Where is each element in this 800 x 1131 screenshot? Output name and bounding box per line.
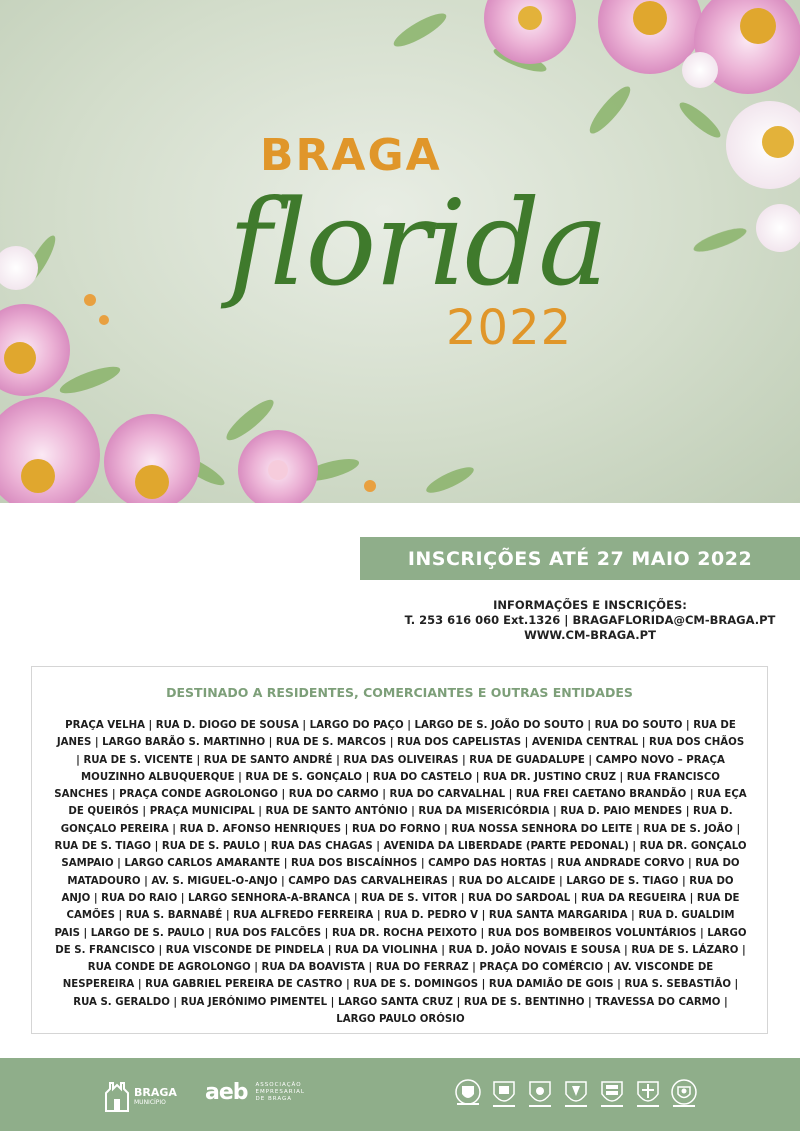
streets-box: [31, 666, 768, 1034]
streets-heading: DESTINADO A RESIDENTES, COMERCIANTES E OUTRAS ENTIDADES: [166, 685, 633, 700]
title-braga: BRAGA: [260, 130, 442, 181]
contact-website: WWW.CM-BRAGA.PT: [524, 628, 656, 642]
parish-crests: [454, 1076, 698, 1110]
crest-icon: [526, 1076, 554, 1110]
crest-icon: [598, 1076, 626, 1110]
crest-icon: [670, 1076, 698, 1110]
streets-list: PRAÇA VELHA | RUA D. DIOGO DE SOUSA | LARGO DO PAÇO | LARGO DE S. JOÃO DO SOUTO | RUA DO SOUTO | RUA DE JANES | LARGO BARÃO S. MARTINHO | RUA DE S. MARCOS | RUA DOS CAPELISTAS | AVENIDA CENTRAL | RUA DOS CHÃOS | RUA DE S. VICENTE | RUA DE SANTO ANDRÉ | RUA DAS OLIVEIRAS | RUA DE GUADALUPE | CAMPO NOVO – PRAÇA MOUZINHO ALBUQUERQUE | RUA DE S. GONÇALO | RUA DO CASTELO | RUA DR. JUSTINO CRUZ | RUA FRANCISCO SANCHES | PRAÇA CONDE AGROLONGO | RUA DO CARMO | RUA DO CARVALHAL | RUA FREI CAETANO BRANDÃO | RUA EÇA DE QUEIRÓS | PRAÇA MUNICIPAL | RUA DE SANTO ANTÓNIO | RUA DA MISERICÓRDIA | RUA D. PAIO MENDES | RUA D. GONÇALO PEREIRA | RUA D. AFONSO HENRIQUES | RUA DO FORNO | RUA NOSSA SENHORA DO LEITE | RUA DE S. JOÃO | RUA DE S. TIAGO | RUA DE S. PAULO | RUA DAS CHAGAS | AVENIDA DA LIBERDADE (PARTE PEDONAL) | RUA DR. GONÇALO SAMPAIO | LARGO CARLOS AMARANTE | RUA DOS BISCAÍNHOS | CAMPO DAS HORTAS | RUA ANDRADE CORVO | RUA DO MATADOURO | AV. S. MIGUEL-O-ANJO | CAMPO DAS CARVALHEIRAS | RUA DO ALCAIDE | LARGO DE S. TIAGO | RUA DO ANJO | RUA DO RAIO | LARGO SENHORA-A-BRANCA | RUA DE S. VITOR | RUA DO SARDOAL | RUA DA REGUEIRA | RUA DE CAMÕES | RUA S. BARNABÉ | RUA ALFREDO FERREIRA | RUA D. PEDRO V | RUA SANTA MARGARIDA | RUA D. GUALDIM PAIS | LARGO DE S. PAULO | RUA DOS FALCÕES | RUA DR. ROCHA PEIXOTO | RUA DOS BOMBEIROS VOLUNTÁRIOS | LARGO DE S. FRANCISCO | RUA VISCONDE DE PINDELA | RUA DA VIOLINHA | RUA D. JOÃO NOVAIS E SOUSA | RUA DE S. LÁZARO | RUA CONDE DE AGROLONGO | RUA DA BOAVISTA | RUA DO FERRAZ | PRAÇA DO COMÉRCIO | AV. VISCONDE DE NESPEREIRA | RUA GABRIEL PEREIRA DE CASTRO | RUA DE S. DOMINGOS | RUA DAMIÃO DE GOIS | RUA S. SEBASTIÃO | RUA S. GERALDO | RUA JERÓNIMO PIMENTEL | LARGO SANTA CRUZ | RUA DE S. BENTINHO | TRAVESSA DO CARMO | LARGO PAULO ORÓSIO: [54, 720, 747, 1026]
braga-municipality-logo: [104, 1076, 177, 1116]
braga-logo-subtext: MUNICÍPIO: [134, 1099, 166, 1106]
footer: [0, 1058, 800, 1131]
title-florida: florida: [228, 174, 607, 312]
title-year: 2022: [446, 300, 573, 356]
contact-heading: INFORMAÇÕES E INSCRIÇÕES:: [493, 598, 687, 612]
aeb-logo-line: ASSOCIAÇÃO: [255, 1082, 302, 1088]
crest-icon: [454, 1076, 482, 1110]
braga-logo-text: BRAGA: [134, 1086, 177, 1099]
crest-icon: [562, 1076, 590, 1110]
aeb-logo-line: DE BRAGA: [255, 1096, 293, 1102]
crest-icon: [634, 1076, 662, 1110]
aeb-logo-line: EMPRESARIAL: [255, 1089, 305, 1095]
contact-info: [390, 598, 790, 643]
contact-phone-email: T. 253 616 060 Ext.1326 | BRAGAFLORIDA@CM-BRAGA.PT: [404, 613, 776, 627]
hero-banner: [0, 0, 800, 503]
braga-tower-icon: [104, 1079, 130, 1113]
registration-deadline-banner: INSCRIÇÕES ATÉ 27 MAIO 2022: [360, 537, 800, 580]
crest-icon: [490, 1076, 518, 1110]
aeb-logo-mark: aeb: [205, 1080, 248, 1105]
aeb-logo: [205, 1080, 305, 1105]
